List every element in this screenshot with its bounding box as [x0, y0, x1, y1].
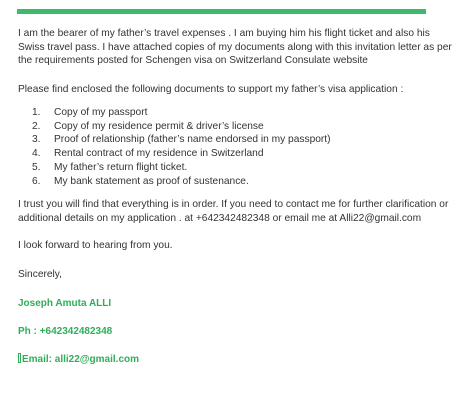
- list-item: [18, 106, 458, 120]
- list-item: [18, 175, 458, 189]
- list-item: [18, 133, 458, 147]
- accent-bar: [17, 9, 426, 14]
- forward-paragraph: I look forward to hearing from you.: [18, 240, 173, 252]
- closing-text: Sincerely,: [18, 268, 62, 280]
- list-item: [18, 120, 458, 134]
- list-item-text: Copy of my passport: [54, 107, 148, 118]
- list-item-number: 2.: [32, 120, 41, 132]
- enclosed-paragraph: Please find enclosed the following documents to support my father’s visa application :: [18, 83, 404, 95]
- list-item-number: 1.: [32, 107, 41, 118]
- list-item-text: My father’s return flight ticket.: [54, 161, 188, 173]
- signature-email: [18, 353, 458, 366]
- signature-phone: Ph : +642342482348: [18, 326, 113, 338]
- list-item-text: Copy of my residence permit & driver’s license: [54, 120, 264, 132]
- missing-glyph-icon: [18, 353, 21, 363]
- list-item-number: 3.: [32, 134, 41, 146]
- list-item-number: 6.: [32, 175, 41, 187]
- list-item-number: 4.: [32, 148, 41, 160]
- trust-paragraph: I trust you will find that everything is in order. If you need to contact me for further clarification or additional details on my application . at +642342482348 or email me at Alli22@gmail.com: [18, 199, 449, 224]
- list-item-number: 5.: [32, 161, 41, 173]
- intro-paragraph: I am the bearer of my father’s travel expenses . I am buying him his flight ticket and also his Swiss travel pass. I have attached copies of my documents along with this invitation letter as per the requirements posted for Schengen visa on Switzerland Consulate website: [18, 28, 452, 66]
- list-item-text: My bank statement as proof of sustenance.: [54, 175, 249, 187]
- list-item: [18, 161, 458, 175]
- list-item-text: Proof of relationship (father’s name endorsed in my passport): [54, 134, 331, 146]
- signature-name: Joseph Amuta ALLI: [18, 298, 112, 310]
- documents-list: [18, 106, 458, 188]
- signature-email-text: Email: alli22@gmail.com: [22, 354, 140, 366]
- letter-body: [18, 27, 458, 366]
- list-item: [18, 147, 458, 161]
- list-item-text: Rental contract of my residence in Switzerland: [54, 148, 264, 160]
